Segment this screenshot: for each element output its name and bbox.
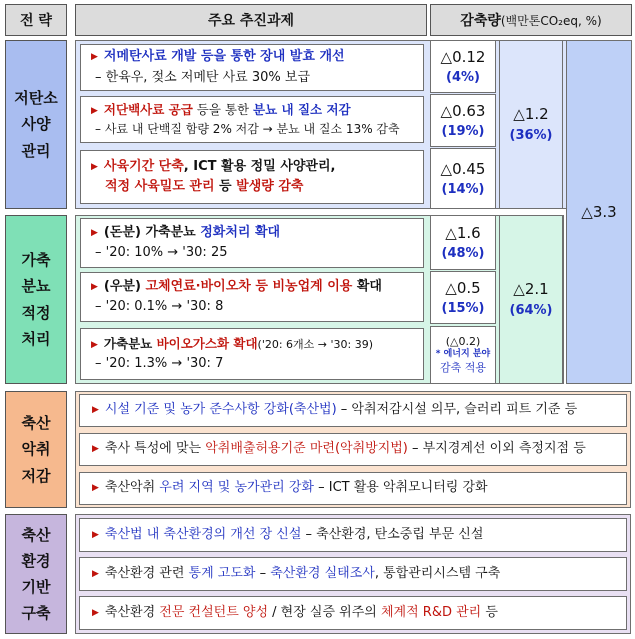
task-line [92, 439, 626, 459]
task-detail: – '20: 1.3% → '30: 7 [95, 355, 224, 371]
bullet-icon: ▶ [91, 227, 98, 238]
subtotal-amount: △1.2 [513, 105, 549, 124]
reduction-amount: △0.63 [440, 101, 486, 120]
category-line: 기반 [21, 578, 51, 596]
task-line [92, 603, 626, 623]
header-reduction-label: 감축량 [460, 13, 501, 29]
header-strategy: 전 략 [5, 4, 67, 36]
category-line: 축산 [21, 525, 51, 544]
task-text: – 악취저감시설 의무, 슬러리 피트 기준 등 [336, 402, 578, 418]
task-title-text: (우분) [103, 278, 146, 294]
total-reduction [566, 40, 632, 384]
task-text: – 축산환경, 탄소중립 부문 신설 [301, 526, 484, 542]
task-odor-standards [79, 394, 627, 427]
category-line: 저탄소 [14, 89, 58, 108]
task-text: 시설 기준 및 농가 준수사항 강화(축산법) [104, 402, 337, 418]
category-manure [5, 215, 67, 384]
task-title-text: 사육기간 단축 [103, 158, 184, 174]
bullet-icon: ▶ [92, 405, 99, 416]
task-title-text: 확대 [352, 278, 382, 294]
task-text: 우려 지역 및 농가관리 강화 [159, 480, 314, 496]
task-title-text: 적정 사육밀도 관리 [105, 179, 215, 194]
task-text: 축산환경 관련 [104, 565, 189, 581]
subtotal-manure [499, 215, 563, 384]
task-text: 전문 컨설턴트 양성 [159, 604, 269, 620]
task-pig-manure [80, 218, 424, 268]
category-line: 악취 [21, 440, 51, 459]
task-text: – [255, 565, 271, 581]
task-text: , 통합관리시스템 구축 [374, 565, 501, 581]
reduction-pct: (14%) [441, 182, 485, 197]
task-text: 축사 특성에 맞는 [104, 441, 206, 457]
task-text: – ICT 활용 악취모니터링 강화 [313, 480, 488, 496]
task-rearing-period [80, 150, 424, 204]
subtotal-pct: (36%) [509, 128, 553, 144]
category-line: 사양 [21, 115, 51, 134]
subtotal-pct: (64%) [509, 303, 553, 319]
header-tasks: 주요 추진과제 [75, 4, 427, 36]
task-detail: – '20: 0.1% → '30: 8 [95, 299, 224, 314]
reduction-value [430, 148, 496, 209]
bullet-icon: ▶ [91, 339, 98, 350]
task-text: – 부지경계선 이외 측정지점 등 [407, 441, 586, 457]
header-reduction [430, 4, 632, 36]
task-text: / 현장 실증 위주의 [268, 604, 381, 620]
reduction-amount: △0.12 [440, 47, 486, 66]
task-text: 축산환경 실태조사 [270, 565, 375, 581]
task-title-text: ('20: 6개소 → '30: 39) [257, 337, 374, 351]
reduction-value [430, 40, 496, 93]
header-unit: (백만톤CO₂eq, %) [500, 13, 602, 28]
bullet-icon: ▶ [92, 529, 99, 540]
category-line: 가축 [21, 251, 51, 269]
reduction-note: 감축 적용 [439, 360, 486, 374]
task-text: 축산법 내 축산환경의 개선 장 신설 [104, 526, 302, 542]
task-title [91, 277, 423, 297]
reduction-amount: △0.5 [445, 278, 481, 297]
task-cattle-manure [80, 272, 424, 322]
task-text: 축산악취 [104, 480, 160, 496]
task-statistics [79, 557, 627, 591]
task-livestock-act [79, 518, 627, 552]
task-title [91, 157, 423, 177]
task-consultants [79, 596, 627, 630]
total-amount: △3.3 [581, 203, 617, 221]
task-title-text: (돈분) 가축분뇨 [103, 224, 201, 240]
reduction-value [430, 215, 496, 270]
subtotal-low-carbon [499, 40, 563, 209]
task-title-cont [91, 177, 423, 197]
task-title [91, 334, 423, 354]
category-line: 분뇨 [21, 277, 51, 296]
task-line [92, 525, 626, 545]
bullet-icon: ▶ [92, 568, 99, 579]
task-title-text: 정화처리 확대 [200, 224, 281, 240]
reduction-pct: (4%) [446, 70, 480, 85]
reduction-pct: (19%) [441, 124, 485, 139]
category-line: 구축 [21, 604, 51, 623]
bullet-icon: ▶ [92, 444, 99, 455]
category-line: 관리 [21, 141, 51, 160]
subtotal-amount: △2.1 [513, 280, 549, 299]
reduction-pct: (15%) [441, 301, 485, 316]
task-text: 체계적 R&D 관리 [380, 604, 482, 620]
category-low-carbon [5, 40, 67, 209]
bullet-icon: ▶ [91, 161, 98, 172]
task-title-text: 저단백사료 공급 [103, 102, 193, 118]
task-odor-monitoring [79, 472, 627, 505]
reduction-value [430, 326, 496, 384]
category-odor [5, 391, 67, 508]
task-detail: – 한육우, 젖소 저메탄 사료 30% 보급 [95, 69, 311, 85]
task-title-text: , ICT 활용 정밀 사양관리, [183, 158, 336, 174]
task-title [91, 223, 423, 243]
task-title-text: 등을 통한 [192, 102, 254, 118]
task-biogas [80, 328, 424, 380]
reduction-pct: (48%) [441, 246, 485, 261]
task-title [91, 47, 423, 67]
task-line [92, 564, 626, 584]
category-infrastructure [5, 514, 67, 634]
task-title-text: 분뇨 내 질소 저감 [253, 102, 351, 118]
bullet-icon: ▶ [91, 106, 98, 117]
reduction-amount: △1.6 [445, 223, 481, 242]
reduction-value [430, 271, 496, 324]
task-title-text: 바이오가스화 확대 [156, 335, 258, 351]
bullet-icon: ▶ [92, 607, 99, 618]
task-detail: – '20: 10% → '30: 25 [95, 245, 228, 260]
reduction-amount: (△0.2) [445, 334, 481, 348]
task-low-protein-feed [80, 96, 424, 143]
task-low-methane-feed [80, 44, 424, 91]
task-detail: – 사료 내 단백질 함량 2% 저감 → 분뇨 내 질소 13% 감축 [95, 122, 400, 137]
task-line [92, 400, 626, 420]
bullet-icon: ▶ [92, 483, 99, 494]
bullet-icon: ▶ [91, 52, 98, 63]
task-odor-limits [79, 433, 627, 466]
task-title [91, 100, 423, 120]
task-title-text: 발생량 감축 [236, 179, 304, 194]
task-title-text: 고체연료·바이오차 등 비농업계 이용 [145, 278, 353, 294]
category-line: 적정 [21, 303, 51, 322]
reduction-value [430, 94, 496, 147]
category-line: 처리 [21, 329, 51, 348]
task-title-text: 등 [214, 179, 237, 194]
task-line [92, 478, 626, 498]
task-text: 악취배출허용기준 마련(악취방지법) [205, 441, 408, 457]
task-text: 통계 고도화 [188, 565, 256, 581]
reduction-amount: △0.45 [440, 159, 486, 178]
task-text: 등 [481, 604, 498, 620]
reduction-note: * 에너지 분야 [435, 349, 491, 360]
task-title-text: 가축분뇨 [103, 335, 157, 351]
task-text: 축산환경 [104, 604, 160, 620]
category-line: 환경 [21, 551, 51, 570]
category-line: 저감 [21, 466, 51, 485]
bullet-icon: ▶ [91, 281, 98, 292]
category-line: 축산 [21, 414, 51, 433]
task-title-text: 저메탄사료 개발 등을 통한 장내 발효 개선 [103, 49, 345, 65]
